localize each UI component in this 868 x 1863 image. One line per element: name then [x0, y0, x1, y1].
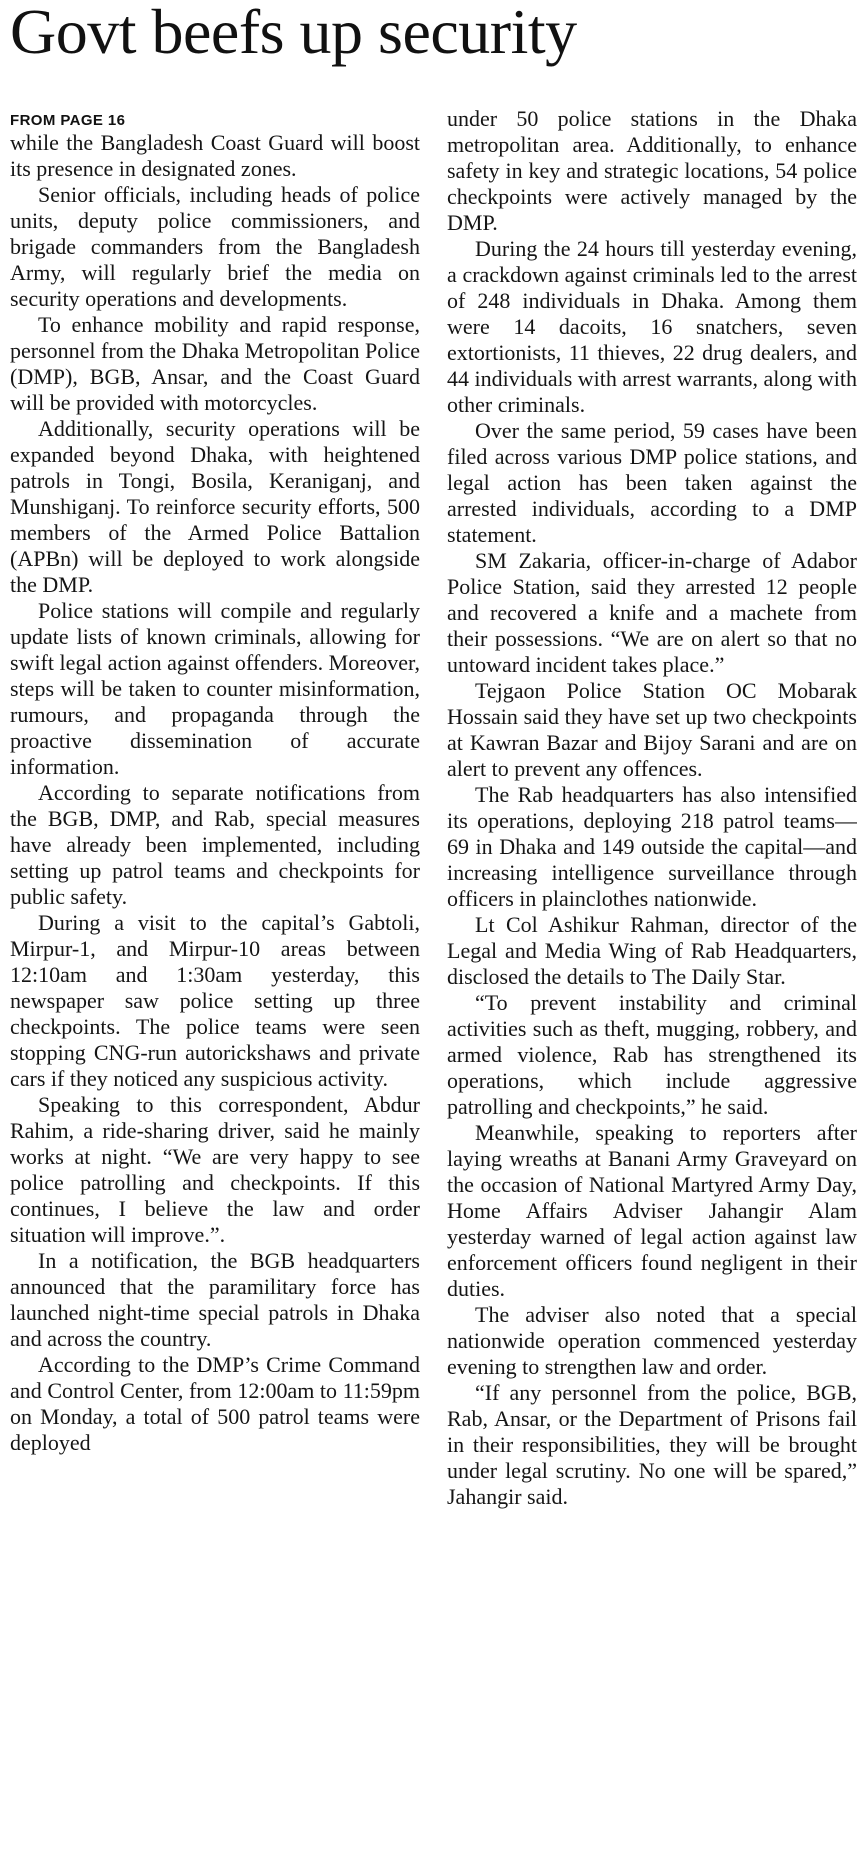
paragraph: The adviser also noted that a special nationwide operation commenced yesterday evening to strengthen law and order.: [447, 1302, 857, 1379]
paragraph: under 50 police stations in the Dhaka metropolitan area. Additionally, to enhance safety in key and strategic locations, 54 police checkpoints were actively managed by the DMP.: [447, 106, 857, 235]
paragraph: SM Zakaria, officer-in-charge of Adabor Police Station, said they arrested 12 people and recovered a knife and a machete from their possessions. “We are on alert so that no untoward incident takes place.”: [447, 548, 857, 677]
paragraph: According to the DMP’s Crime Command and Control Center, from 12:00am to 11:59pm on Monday, a total of 500 patrol teams were deployed: [10, 1352, 420, 1455]
paragraph: Meanwhile, speaking to reporters after laying wreaths at Banani Army Graveyard on the occasion of National Martyred Army Day, Home Affairs Adviser Jahangir Alam yesterday warned of legal action against law enforcement officers found negligent in their duties.: [447, 1120, 857, 1301]
paragraph: The Rab headquarters has also intensified its operations, deploying 218 patrol teams—69 in Dhaka and 149 outside the capital—and increasing intelligence surveillance through officers in plainclothes nationwide.: [447, 782, 857, 911]
right-column: [447, 106, 857, 1856]
paragraph: During a visit to the capital’s Gabtoli, Mirpur-1, and Mirpur-10 areas between 12:10am and 1:30am yesterday, this newspaper saw police setting up three checkpoints. The police teams were seen stopping CNG-run autorickshaws and private cars if they noticed any suspicious activity.: [10, 910, 420, 1091]
paragraph: while the Bangladesh Coast Guard will boost its presence in designated zones.: [10, 130, 420, 181]
paragraph: Police stations will compile and regularly update lists of known criminals, allowing for swift legal action against offenders. Moreover, steps will be taken to counter misinformation, rumours, and propaganda through the proactive dissemination of accurate information.: [10, 598, 420, 779]
article-headline: Govt beefs up security: [10, 0, 577, 67]
jump-label: FROM PAGE 16: [10, 112, 126, 129]
paragraph: To enhance mobility and rapid response, personnel from the Dhaka Metropolitan Police (DMP), BGB, Ansar, and the Coast Guard will be provided with motorcycles.: [10, 312, 420, 415]
paragraph: “To prevent instability and criminal activities such as theft, mugging, robbery, and armed violence, Rab has strengthened its operations, which include aggressive patrolling and checkpoints,” he said.: [447, 990, 857, 1119]
paragraph: Over the same period, 59 cases have been filed across various DMP police stations, and legal action has been taken against the arrested individuals, according to a DMP statement.: [447, 418, 857, 547]
paragraph: In a notification, the BGB headquarters announced that the paramilitary force has launched night-time special patrols in Dhaka and across the country.: [10, 1248, 420, 1351]
paragraph: Senior officials, including heads of police units, deputy police commissioners, and brigade commanders from the Bangladesh Army, will regularly brief the media on security operations and developments.: [10, 182, 420, 311]
paragraph: “If any personnel from the police, BGB, Rab, Ansar, or the Department of Prisons fail in their responsibilities, they will be brought under legal scrutiny. No one will be spared,” Jahangir said.: [447, 1380, 857, 1509]
paragraph: Speaking to this correspondent, Abdur Rahim, a ride-sharing driver, said he mainly works at night. “We are very happy to see police patrolling and checkpoints. If this continues, I believe the law and order situation will improve.”.: [10, 1092, 420, 1247]
left-column: [10, 112, 420, 1862]
paragraph: Tejgaon Police Station OC Mobarak Hossain said they have set up two checkpoints at Kawran Bazar and Bijoy Sarani and are on alert to prevent any offences.: [447, 678, 857, 781]
paragraph: During the 24 hours till yesterday evening, a crackdown against criminals led to the arrest of 248 individuals in Dhaka. Among them were 14 dacoits, 16 snatchers, seven extortionists, 11 thieves, 22 drug dealers, and 44 individuals with arrest warrants, along with other criminals.: [447, 236, 857, 417]
paragraph: According to separate notifications from the BGB, DMP, and Rab, special measures have already been implemented, including setting up patrol teams and checkpoints for public safety.: [10, 780, 420, 909]
paragraph: Additionally, security operations will be expanded beyond Dhaka, with heightened patrols in Tongi, Bosila, Keraniganj, and Munshiganj. To reinforce security efforts, 500 members of the Armed Police Battalion (APBn) will be deployed to work alongside the DMP.: [10, 416, 420, 597]
paragraph: Lt Col Ashikur Rahman, director of the Legal and Media Wing of Rab Headquarters, disclosed the details to The Daily Star.: [447, 912, 857, 989]
